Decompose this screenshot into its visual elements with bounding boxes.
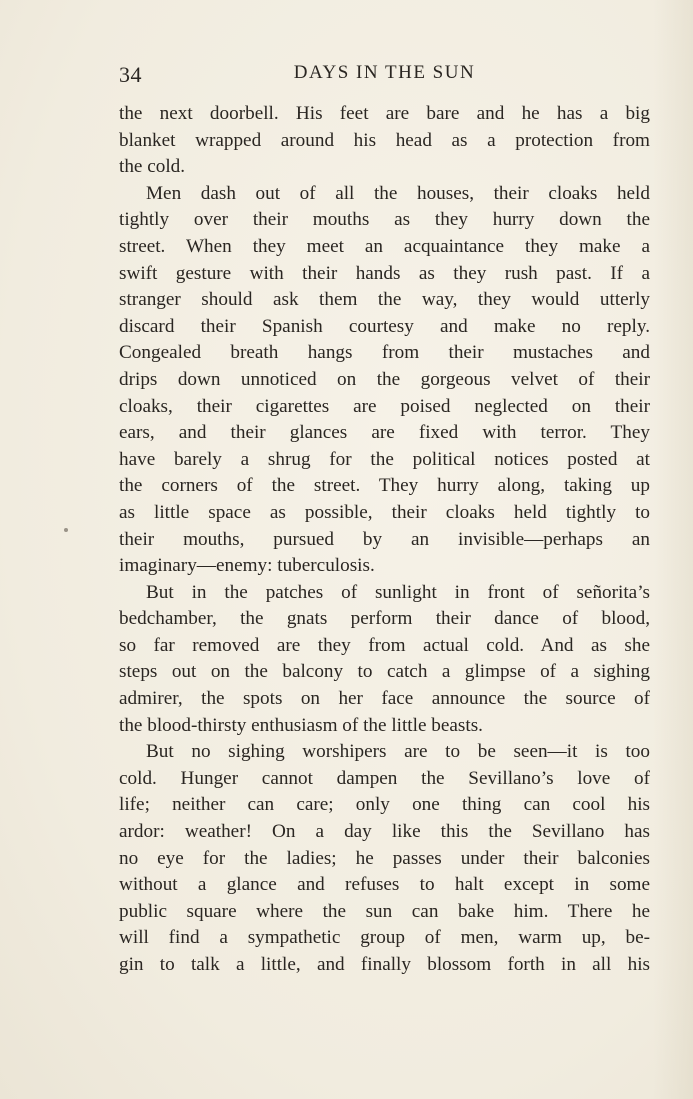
text-line: But no sighing worshipers are to be seen—it is too (146, 741, 650, 763)
text-line: street. When they meet an acquaintance they make a (119, 235, 650, 257)
text-line: their mouths, pursued by an invisible—perhaps an (119, 528, 650, 550)
text-line: the corners of the street. They hurry along, taking up (119, 475, 650, 497)
text-line: gin to talk a little, and finally blossom forth in all his (119, 954, 650, 975)
text-line: ears, and their glances are fixed with terror. They (119, 422, 650, 444)
text-line: will find a sympathetic group of men, warm up, be- (119, 927, 650, 949)
text-line: life; neither can care; only one thing can cool his (119, 794, 650, 816)
text-line: the cold. (119, 156, 186, 178)
page-edge-shadow (653, 0, 693, 1099)
page-number: 34 (119, 62, 142, 87)
text-line: swift gesture with their hands as they rush past. If a (119, 262, 650, 284)
text-line: public square where the sun can bake him. There he (119, 900, 650, 922)
text-line: Congealed breath hangs from their mustaches and (119, 342, 650, 364)
text-line: as little space as possible, their cloaks held tightly to (119, 501, 650, 523)
text-line: discard their Spanish courtesy and make no reply. (119, 315, 650, 337)
text-line: admirer, the spots on her face announce the source of (119, 688, 650, 710)
text-line: without a glance and refuses to halt except in some (119, 874, 650, 896)
text-line: cold. Hunger cannot dampen the Sevillano’s love of (119, 767, 650, 789)
text-line: have barely a shrug for the political notices posted at (119, 448, 650, 470)
text-line: imaginary—enemy: tuberculosis. (119, 555, 375, 577)
text-line: drips down unnoticed on the gorgeous velvet of their (119, 368, 650, 390)
text-line: the next doorbell. His feet are bare and he has a big (119, 103, 650, 124)
text-line: so far removed are they from actual cold. And as she (119, 634, 650, 656)
text-line: no eye for the ladies; he passes under their balconies (119, 847, 650, 869)
body-text (119, 101, 650, 979)
page-header (119, 62, 650, 90)
text-line: stranger should ask them the way, they would utterly (119, 289, 650, 311)
text-line: the blood-thirsty enthusiasm of the little beasts. (119, 714, 483, 736)
text-line: bedchamber, the gnats perform their dance of blood, (119, 608, 650, 630)
text-line: blanket wrapped around his head as a protection from (119, 129, 650, 151)
text-line: tightly over their mouths as they hurry down the (119, 209, 650, 231)
text-line: But in the patches of sunlight in front of señorita’s (146, 581, 650, 603)
text-line: Men dash out of all the houses, their cloaks held (146, 182, 650, 204)
text-line: cloaks, their cigarettes are poised neglected on their (119, 395, 650, 417)
text-line: steps out on the balcony to catch a glimpse of a sighing (119, 661, 650, 683)
text-line: ardor: weather! On a day like this the Sevillano has (119, 821, 650, 843)
running-head: DAYS IN THE SUN (293, 62, 476, 83)
margin-speck (64, 528, 68, 532)
